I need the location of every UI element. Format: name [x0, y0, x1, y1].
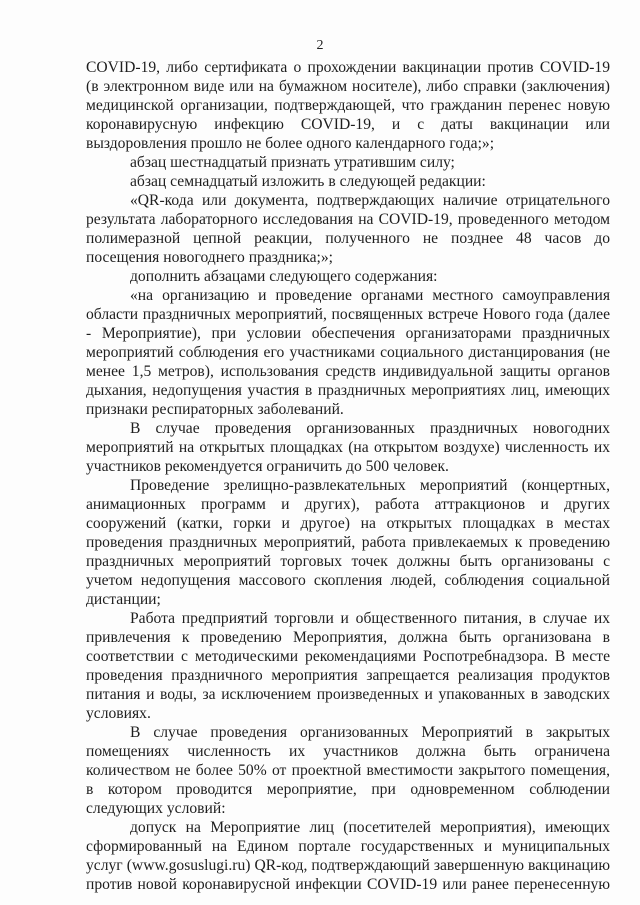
document-body: [86, 58, 610, 894]
paragraph-1: COVID-19, либо сертификата о прохождении вакцинации против COVID-19 (в электронном виде или на бумажном носителе), либо справки (заключения) медицинской организации, подтверждающей, что гражданин перенес новую коронавирусную инфекцию COVID-19, и с даты вакцинации или выздоровления прошло не более одного календарного года;»;: [86, 59, 610, 152]
paragraph-2: абзац шестнадцатый признать утратившим силу;: [130, 154, 455, 171]
paragraph-9: Работа предприятий торговли и общественного питания, в случае их привлечения к проведению Мероприятия, должна быть организована в соответствии с методическими рекомендациями Роспотребнадзора. В месте проведения праздничного мероприятия запрещается реализация продуктов питания и воды, за исключением произведенных и упакованных в заводских условиях.: [86, 610, 610, 722]
paragraph-10: В случае проведения организованных Мероприятий в закрытых помещениях численность их участников должна быть ограничена количеством не более 50% от проектной вместимости закрытого помещения, в котором проводится мероприятие, при одновременном соблюдении следующих условий:: [86, 724, 610, 817]
paragraph-6: «на организацию и проведение органами местного самоуправления области праздничных мероприятий, посвященных встрече Нового года (далее - Мероприятие), при условии обеспечения организаторами праздничных мероприятий соблюдения его участниками социального дистанцирования (не менее 1,5 метров), использования средств индивидуальной защиты органов дыхания, недопущения участия в праздничных мероприятиях лиц, имеющих признаки респираторных заболеваний.: [86, 287, 610, 418]
paragraph-4: «QR-кода или документа, подтверждающих наличие отрицательного результата лабораторного исследования на COVID-19, проведенного методом полимеразной цепной реакции, полученного не позднее 48 часов до посещения новогоднего праздника;»;: [86, 192, 610, 266]
paragraph-11: допуск на Мероприятие лиц (посетителей мероприятия), имеющих сформированный на Едином портале государственных и муниципальных услуг (www.gosuslugi.ru) QR-код, подтверждающий завершенную вакцинацию против новой коронавирусной инфекции COVID-19 или ранее перенесенную: [86, 819, 610, 893]
paragraph-7: В случае проведения организованных праздничных новогодних мероприятий на открытых площадках (на открытом воздухе) численность их участников рекомендуется ограничить до 500 человек.: [86, 420, 610, 475]
paragraph-8: Проведение зрелищно-развлекательных мероприятий (концертных, анимационных программ и других), работа аттракционов и других сооружений (катки, горки и другое) на открытых площадках в местах проведения праздничных мероприятий, работа привлекаемых к проведению праздничных мероприятий торговых точек должны быть организованы с учетом недопущения массового скопления людей, соблюдения социальной дистанции;: [86, 477, 610, 608]
paragraph-5: дополнить абзацами следующего содержания:: [130, 268, 438, 285]
paragraph-3: абзац семнадцатый изложить в следующей редакции:: [130, 173, 486, 190]
page-number: 2: [316, 38, 324, 53]
